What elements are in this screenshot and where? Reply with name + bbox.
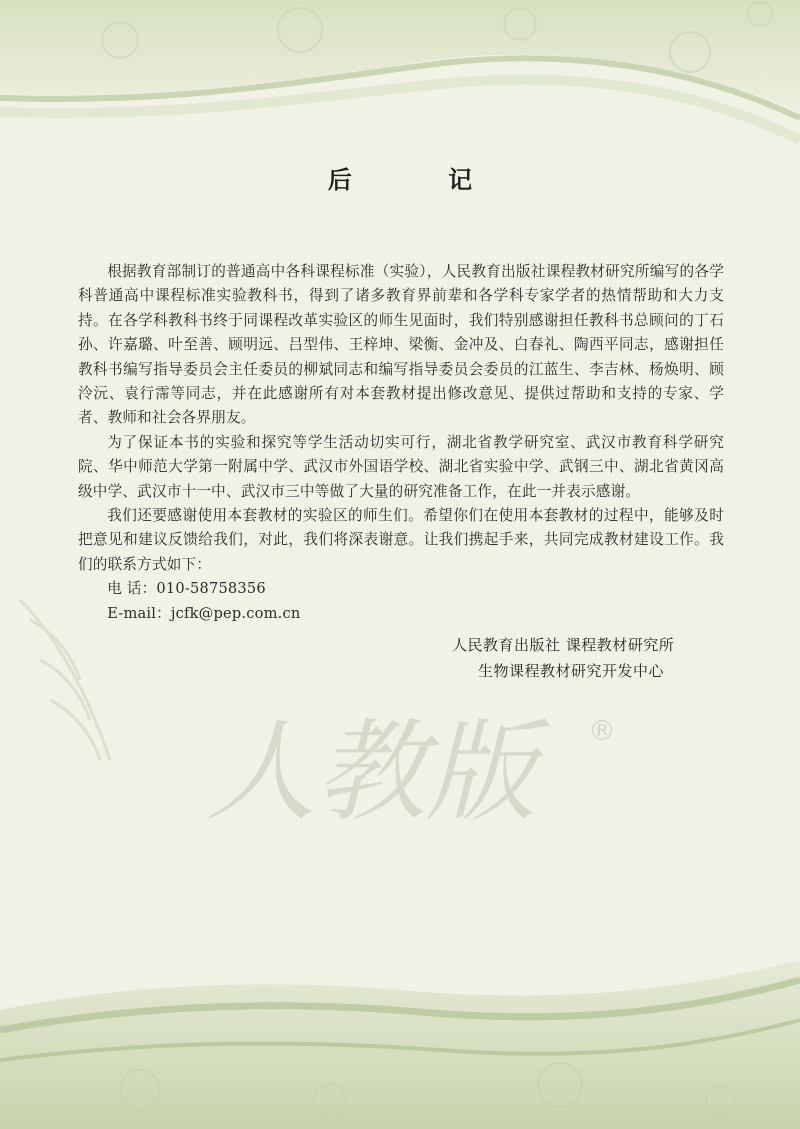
signature-center: 生物课程教材研究开发中心 [478,662,665,680]
contact-info [78,577,724,626]
svg-text:®: ® [588,714,616,747]
signature-publisher: 人民教育出版社 课程教材研究所 [452,636,675,654]
page-title: 后 记 [327,165,517,194]
svg-text:人教版: 人教版 [206,708,536,830]
contact-phone: 电 话：010-58758356 [107,580,266,598]
paragraph-experiment-schools: 为了保证本书的实验和探究等学生活动切实可行，湖北省教学研究室、武汉市教育科学研究院、华中师范大学第一附属中学、武汉市外国语学校、湖北省实验中学、武钢三中、湖北省黄冈高级中学、武汉市十一中、武汉市三中等做了大量的研究准备工作，在此一并表示感谢。 [78,433,724,500]
contact-email: E-mail：jcfk@pep.com.cn [107,604,301,622]
paragraph-acknowledgement: 根据教育部制订的普通高中各科课程标准（实验），人民教育出版社课程教材研究所编写的各学科普通高中课程标准实验教科书，得到了诸多教育界前辈和各学科专家学者的热情帮助和大力支持。在各学科教科书终于同课程改革实验区的师生见面时，我们特别感谢担任教科书总顾问的丁石孙、许嘉璐、叶至善、顾明远、吕型伟、王梓坤、梁衡、金冲及、白春礼、陶西平同志，感谢担任教科书编写指导委员会主任委员的柳斌同志和编写指导委员会委员的江蓝生、李吉林、杨焕明、顾泠沅、袁行霈等同志，并在此感谢所有对本套教材提出修改意见、提供过帮助和支持的专家、学者、教师和社会各界朋友。 [78,263,724,427]
body-text [78,260,724,626]
publisher-watermark-logo [196,700,616,830]
paragraph-contact-intro: 我们还要感谢使用本套教材的实验区的师生们。希望你们在使用本套教材的过程中，能够及时把意见和建议反馈给我们，对此，我们将深表谢意。让我们携起手来，共同完成教材建设工作。我们的联系方式如下： [78,507,724,573]
